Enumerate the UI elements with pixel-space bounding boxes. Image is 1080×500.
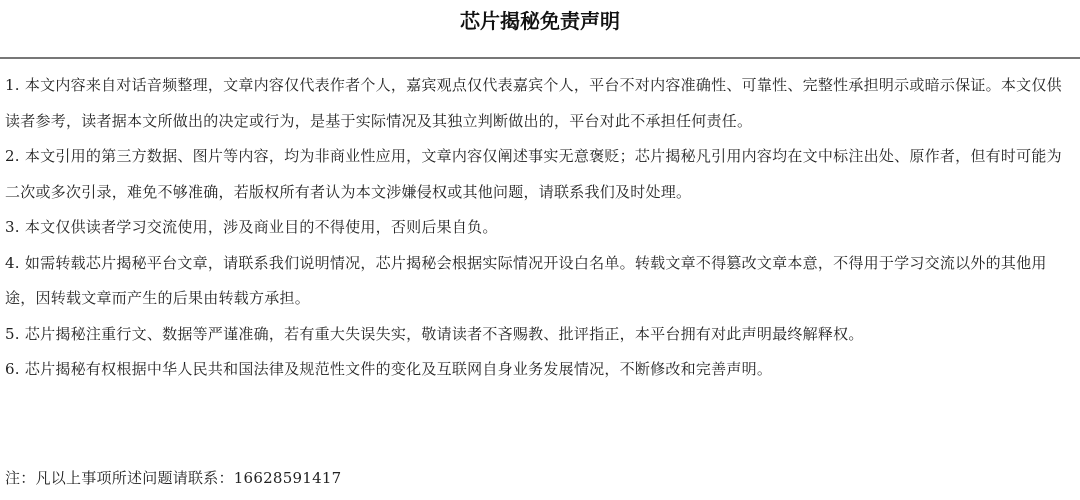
page-title: 芯片揭秘免责声明: [460, 9, 620, 33]
title-divider: [0, 57, 1080, 59]
contact-note: 注：凡以上事项所述问题请联系：16628591417: [5, 469, 342, 487]
clause-5: 5. 芯片揭秘注重行文、数据等严谨准确，若有重大失误失实，敬请读者不吝赐教、批评指正，本平台拥有对此声明最终解释权。: [5, 324, 864, 343]
clause-2: 2. 本文引用的第三方数据、图片等内容，均为非商业性应用，文章内容仅阐述事实无意褒贬；芯片揭秘凡引用内容均在文中标注出处、原作者，但有时可能为二次或多次引录，难免不够准确，若版权所有者认为本文涉嫌侵权或其他问题，请联系我们及时处理。: [5, 147, 1062, 201]
clause-3: 3. 本文仅供读者学习交流使用，涉及商业目的不得使用，否则后果自负。: [5, 218, 498, 236]
clause-6: 6. 芯片揭秘有权根据中华人民共和国法律及规范性文件的变化及互联网自身业务发展情况，不断修改和完善声明。: [5, 360, 773, 378]
clause-1: 1. 本文内容来自对话音频整理，文章内容仅代表作者个人，嘉宾观点仅代表嘉宾个人，平台不对内容准确性、可靠性、完整性承担明示或暗示保证。本文仅供读者参考，读者据本文所做出的决定或行为，是基于实际情况及其独立判断做出的，平台对此不承担任何责任。: [5, 76, 1062, 130]
disclaimer-clauses: [5, 68, 1073, 388]
clause-4: 4. 如需转载芯片揭秘平台文章，请联系我们说明情况，芯片揭秘会根据实际情况开设白名单。转载文章不得篡改文章本意，不得用于学习交流以外的其他用途，因转载文章而产生的后果由转载方承担。: [5, 253, 1047, 307]
